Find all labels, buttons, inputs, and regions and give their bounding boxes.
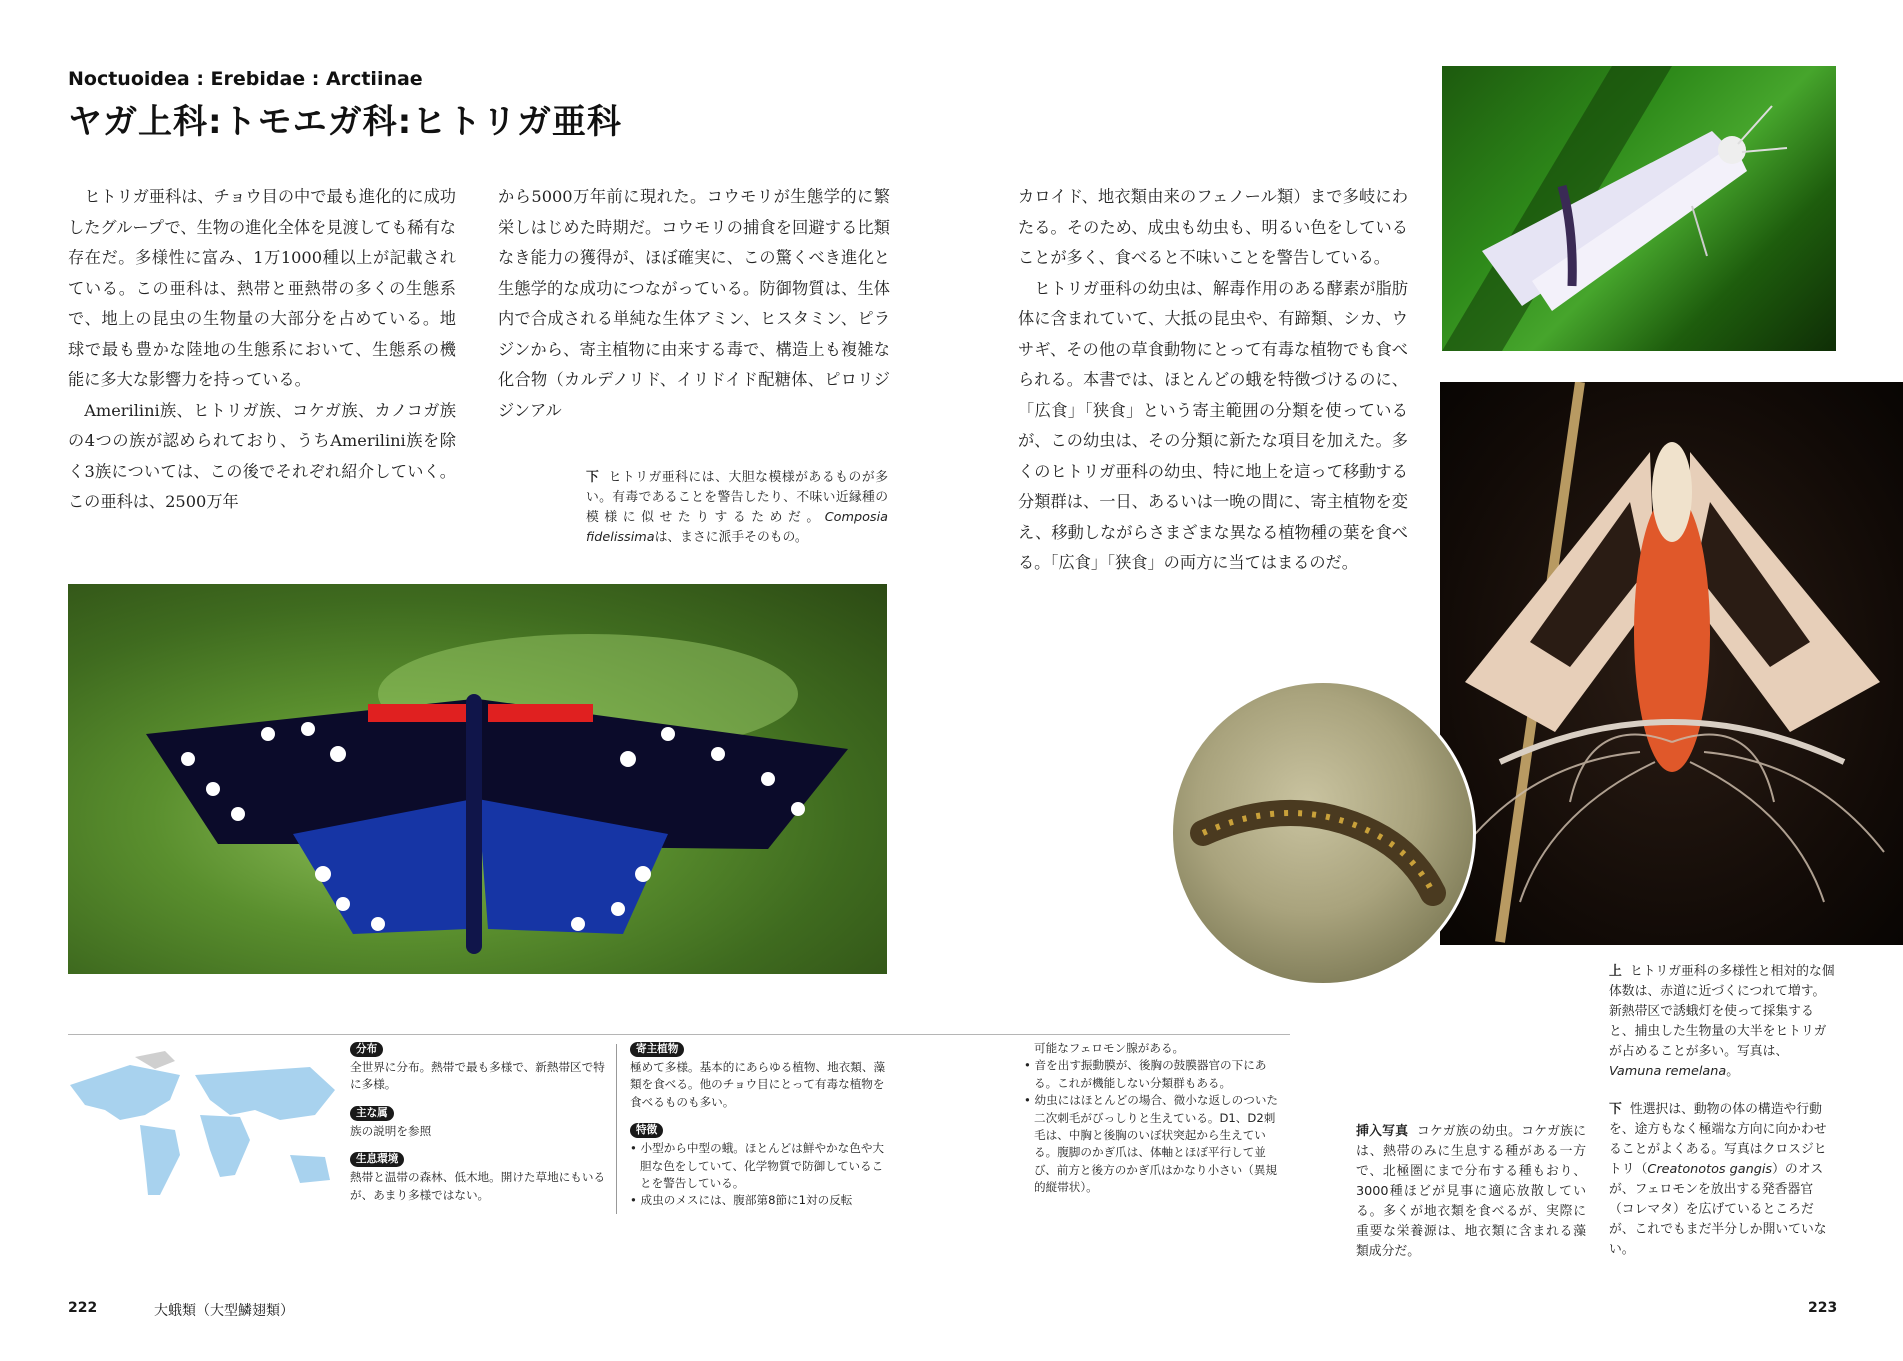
body-column-1: [68, 182, 456, 518]
creatonotos-moth-illustration: [1440, 382, 1903, 945]
caption-composia: [586, 468, 888, 548]
genera-text: 族の説明を参照: [350, 1123, 432, 1138]
caption-text: ヒトリガ亜科の多様性と相対的な個体数は、赤道に近づくにつれて増す。新熱帯区で誘蛾灯を使って採集すると、捕虫した生物量の大半をヒトリガが占めることが多い。写真は、: [1609, 964, 1835, 1059]
caption-lead: 挿入写真: [1356, 1124, 1409, 1139]
body-paragraph: ヒトリガ亜科の幼虫は、解毒作用のある酵素が脂肪体に含まれていて、大抵の昆虫や、有蹄類、シカ、ウサギ、その他の草食動物にとって有毒な植物でも食べられる。本書では、ほとんどの蛾を特徴づけるのに、「広食」「狭食」という寄主範囲の分類を使っているが、この幼虫は、その分類に新たな項目を加えた。多くのヒトリガ亜科の幼虫、特に地上を這って移動する分類群は、一日、あるいは一晩の間に、寄主植物を変え、移動しながらさまざまな異なる植物種の葉を食べる。「広食」「狭食」の両方に当てはまるのだ。: [1018, 278, 1408, 572]
badge-genera: 主な属: [350, 1106, 394, 1121]
features-continued: 可能なフェロモン腺がある。: [1034, 1041, 1185, 1055]
caption-text: コケガ族の幼虫。コケガ族には、熱帯のみに生息する種がある一方で、北極圏にまで分布する種もおり、3000種ほどが見事に適応放散している。多くが地衣類を食べるが、実際に重要な栄養源は、地衣類に含まれる藻類成分だ。: [1356, 1124, 1586, 1259]
habitat-text: 熱帯と温帯の森林、低木地。開けた草地にもいるが、あまり多様ではない。: [350, 1170, 606, 1202]
caption-tail: ）のオスが、フェロモンを放出する発香器官（コレマタ）を広げているところだが、これでもまだ半分しか開いていない。: [1609, 1162, 1827, 1257]
body-paragraph: ヒトリガ亜科は、チョウ目の中で最も進化的に成功したグループで、生物の進化全体を見渡しても稀有な存在だ。多様性に富み、1万1000種以上が記載されている。この亜科は、熱帯と亜熱帯の多くの生態系で、地上の昆虫の生物量の大部分を占めている。地球で最も豊かな陸地の生態系において、生態系の機能に多大な影響力を持っている。: [68, 187, 456, 389]
caption-tail: 。: [1726, 1064, 1739, 1079]
composia-moth-illustration: [68, 584, 887, 974]
features-item: • 小型から中型の蛾。ほとんどは鮮やかな色や大胆な色をしていて、化学物質で防御していることを警告している。: [630, 1140, 886, 1192]
photo-creatonotos-moth: [1440, 382, 1903, 945]
host-plants-text: 極めて多様。基本的にあらゆる植物、地衣類、藻類を食べる。他のチョウ目にとって有毒な植物を食べるものも多い。: [630, 1060, 886, 1109]
map-greenland: [135, 1051, 175, 1069]
page-number-left: 222: [68, 1300, 98, 1316]
caption-inset: [1356, 1122, 1586, 1262]
body-paragraph: Amerilini族、ヒトリガ族、コケガ族、カノコガ族の4つの族が認められており、うちAmerilini族を除く3族については、この後でそれぞれ紹介していく。この亜科は、2500万年: [68, 400, 456, 511]
photo-white-moth: [1442, 66, 1836, 351]
body-column-3: [1018, 182, 1408, 579]
page-title: ヤガ上科:トモエガ科:ヒトリガ亜科: [68, 102, 622, 142]
info-box-rule: [68, 1034, 1290, 1035]
running-head: 大蛾類（大型鱗翅類）: [154, 1303, 294, 1319]
info-column-separator: [616, 1044, 617, 1214]
caption-vamuna: [1609, 962, 1837, 1082]
features-continued-list: [1024, 1057, 1280, 1196]
badge-features: 特徴: [630, 1123, 663, 1138]
caption-species: Composia fidelissima: [586, 510, 888, 545]
taxonomy-heading: Noctuoidea : Erebidae : Arctiinae: [68, 68, 423, 90]
caption-species: Vamuna remelana: [1609, 1064, 1727, 1079]
features-item: • 幼虫にはほとんどの場合、微小な返しのついた二次刺毛がびっしりと生えている。D1、D2刺毛は、中胸と後胸のいぼ状突起から生えている。腹脚のかぎ爪は、体軸とほぼ平行して並び、前方と後方のかぎ爪はかなり小さい（異規的縦帯状）。: [1024, 1092, 1280, 1196]
body-paragraph: カロイド、地衣類由来のフェノール類）まで多岐にわたる。そのため、成虫も幼虫も、明るい色をしていることが多く、食べると不味いことを警告している。: [1018, 187, 1408, 267]
caption-text: 性選択は、動物の体の構造や行動を、途方もなく極端な方向に向かわせることがよくある。写真はクロスジヒトリ（: [1609, 1102, 1827, 1177]
world-distribution-map: [50, 1045, 350, 1213]
badge-distribution: 分布: [350, 1042, 383, 1057]
map-australia: [290, 1155, 330, 1183]
distribution-text: 全世界に分布。熱帯で最も多様で、新熱帯区で特に多様。: [350, 1060, 605, 1092]
caption-lead: 下: [1609, 1102, 1622, 1117]
map-south-america: [140, 1125, 180, 1195]
caption-lead: 上: [1609, 964, 1622, 979]
info-column-1: [350, 1040, 606, 1214]
features-item: • 音を出す振動膜が、後胸の鼓膜器官の下にある。これが機能しない分類群もある。: [1024, 1057, 1280, 1092]
info-column-3: [1024, 1040, 1280, 1197]
inset-photo-caterpillar: [1170, 680, 1476, 986]
body-paragraph: から5000万年前に現れた。コウモリが生態学的に繁栄しはじめた時期だ。コウモリの捕食を回避する比類なき能力の獲得が、ほぼ確実に、この驚くべき進化と生態学的な成功につながっている。防御物質は、生体内で合成される単純な生体アミン、ヒスタミン、ピラジンから、寄主植物に由来する毒で、構造上も複雑な化合物（カルデノリド、イリドイド配糖体、ピロリジジンアル: [498, 187, 890, 420]
map-north-america: [70, 1065, 180, 1120]
page-number-right: 223: [1808, 1300, 1838, 1316]
info-column-2: [630, 1040, 886, 1220]
caption-creatonotos: [1609, 1100, 1837, 1260]
caption-tail: は、まさに派手そのもの。: [654, 530, 808, 545]
white-moth-illustration: [1442, 66, 1836, 351]
badge-host-plants: 寄主植物: [630, 1042, 684, 1057]
caption-lead: 下: [586, 470, 600, 485]
map-africa: [200, 1115, 250, 1177]
photo-composia-moth: [68, 584, 887, 974]
caption-species: Creatonotos gangis: [1647, 1162, 1773, 1177]
caterpillar-illustration: [1173, 683, 1473, 983]
features-item: • 成虫のメスには、腹部第8節に1対の反転: [630, 1192, 886, 1209]
body-column-2: [498, 182, 890, 426]
caption-text: ヒトリガ亜科には、大胆な模様があるものが多い。有毒であることを警告したり、不味い近縁種の模様に似せたりするためだ。: [586, 470, 888, 525]
features-list: [630, 1140, 886, 1210]
map-eurasia: [195, 1067, 335, 1120]
badge-habitat: 生息環境: [350, 1152, 404, 1167]
